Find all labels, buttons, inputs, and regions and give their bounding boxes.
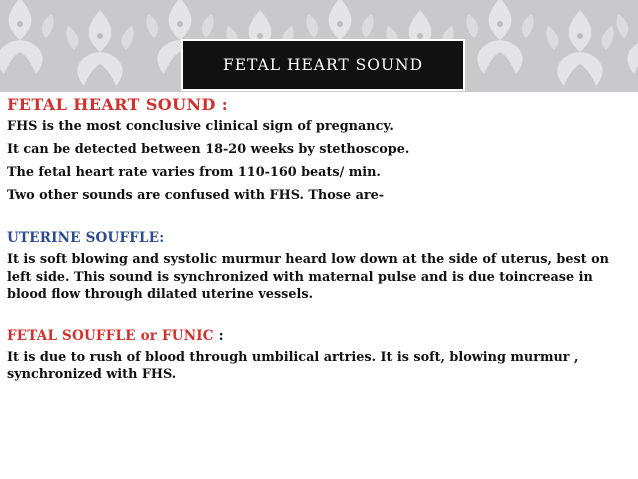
- section-heading-fetal-souffle: [7, 328, 631, 344]
- slide-title: FETAL HEART SOUND: [222, 56, 424, 74]
- fhs-line-2: It can be detected between 18-20 weeks by stethoscope.: [7, 142, 410, 157]
- fetal-souffle-heading-suffix: :: [213, 327, 224, 344]
- uterine-souffle-body: It is soft blowing and systolic murmur heard low down at the side of uterus, best on left side. This sound is synchronized with maternal pulse and is due toincrease in blood flow through dilated uterine vessels.: [7, 252, 609, 302]
- slide-content: [7, 95, 631, 384]
- fhs-line-3: The fetal heart rate varies from 110-160 beats/ min.: [7, 165, 381, 180]
- fhs-line-1: FHS is the most conclusive clinical sign of pregnancy.: [7, 119, 394, 134]
- slide-title-box: [181, 39, 465, 91]
- section-heading-fhs: [7, 95, 631, 114]
- fhs-line-4: Two other sounds are confused with FHS. Those are-: [7, 188, 385, 203]
- fhs-heading-suffix: :: [215, 95, 229, 114]
- fetal-souffle-body: It is due to rush of blood through umbilical artries. It is soft, blowing murmur , synchronized with FHS.: [7, 349, 579, 382]
- fhs-heading-text: FETAL HEART SOUND: [7, 95, 216, 114]
- section-heading-uterine-souffle: UTERINE SOUFFLE:: [7, 230, 165, 246]
- fetal-souffle-heading-text: FETAL SOUFFLE or FUNIC: [7, 327, 214, 344]
